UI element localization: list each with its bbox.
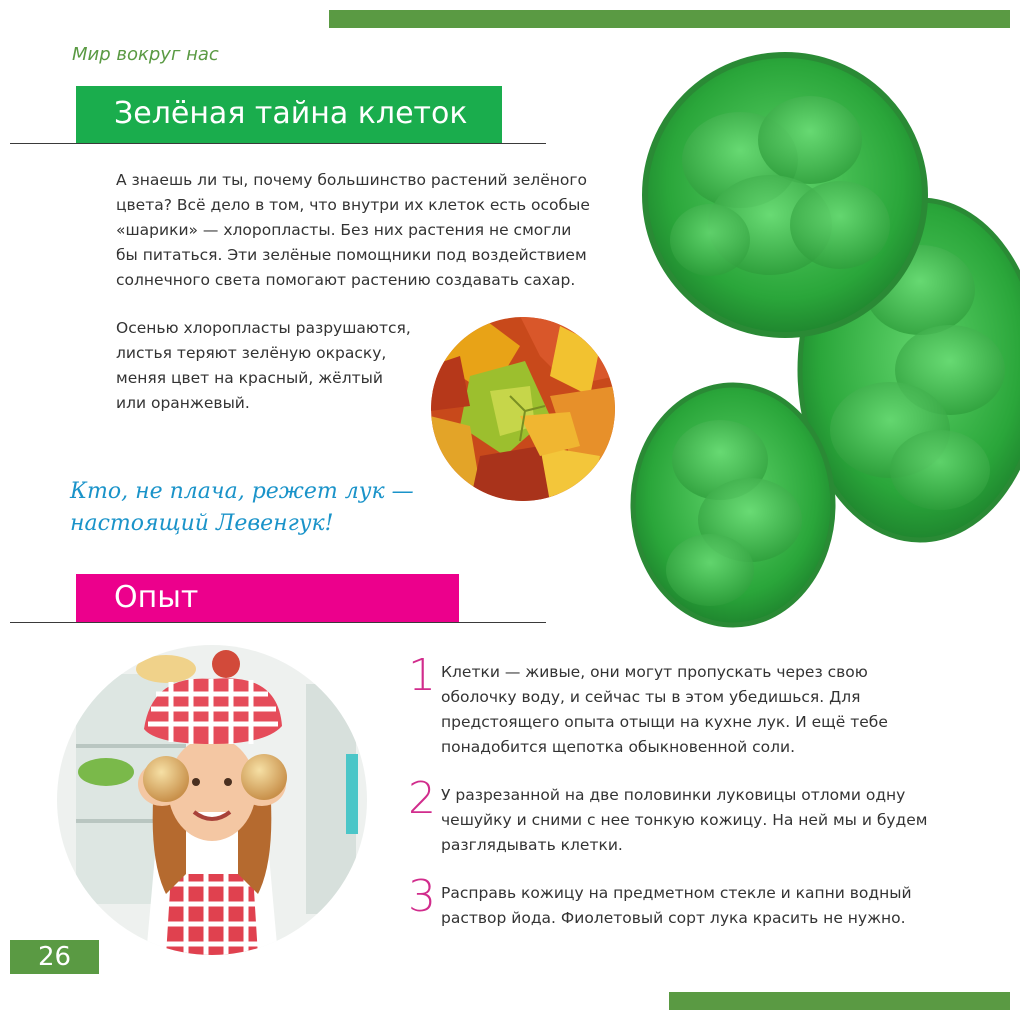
autumn-line: Осенью хлоропласты разрушаются, — [116, 319, 411, 337]
step-line: раствор йода. Фиолетовый сорт лука красить не нужно. — [441, 909, 906, 927]
autumn-leaves-image — [430, 316, 616, 502]
intro-line: А знаешь ли ты, почему большинство растений зелёного — [116, 171, 587, 189]
quote-line: настоящий Левенгук! — [70, 511, 334, 536]
leeuwenhoek-quote — [70, 476, 414, 540]
section-rule — [10, 143, 546, 144]
autumn-line: или оранжевый. — [116, 394, 250, 412]
step-line: Расправь кожицу на предметном стекле и капни водный — [441, 884, 912, 902]
intro-line: «шарики» — хлоропласты. Без них растения не смогли — [116, 221, 572, 239]
intro-line: солнечного света помогают растению создавать сахар. — [116, 271, 576, 289]
plant-cells-illustration — [620, 50, 1020, 640]
page-number: 26 — [10, 940, 99, 974]
section-title-cells: Зелёная тайна клеток — [76, 86, 502, 143]
step-number: 3 — [408, 871, 436, 922]
series-header: Мир вокруг нас — [72, 44, 219, 65]
step-line: чешуйку и сними с нее тонкую кожицу. На ней мы и будем — [441, 811, 928, 829]
intro-paragraph — [116, 168, 590, 293]
step-text — [441, 783, 928, 858]
autumn-line: листья теряют зелёную окраску, — [116, 344, 387, 362]
bottom-decor-bar — [669, 992, 1010, 1010]
autumn-line: меняя цвет на красный, жёлтый — [116, 369, 383, 387]
cell-bottom — [633, 385, 833, 625]
step-line: У разрезанной на две половинки луковицы отломи одну — [441, 786, 906, 804]
step-line: оболочку воду, и сейчас ты в этом убедишься. Для — [441, 688, 861, 706]
section-title-experiment: Опыт — [76, 574, 459, 622]
step-line: понадобится щепотка обыкновенной соли. — [441, 738, 796, 756]
section-rule — [10, 622, 546, 623]
step-text — [441, 660, 888, 760]
top-decor-bar — [329, 10, 1010, 28]
step-text — [441, 881, 912, 931]
autumn-paragraph — [116, 316, 411, 416]
intro-line: бы питаться. Эти зелёные помощники под воздействием — [116, 246, 587, 264]
girl-with-onions-photo — [56, 644, 368, 956]
step-line: предстоящего опыта отыщи на кухне лук. И ещё тебе — [441, 713, 888, 731]
step-line: разглядывать клетки. — [441, 836, 623, 854]
cell-top — [645, 55, 925, 335]
step-line: Клетки — живые, они могут пропускать через свою — [441, 663, 868, 681]
quote-line: Кто, не плача, режет лук — — [70, 479, 414, 504]
intro-line: цвета? Всё дело в том, что внутри их клеток есть особые — [116, 196, 590, 214]
step-number: 1 — [408, 650, 436, 701]
step-number: 2 — [408, 773, 436, 824]
